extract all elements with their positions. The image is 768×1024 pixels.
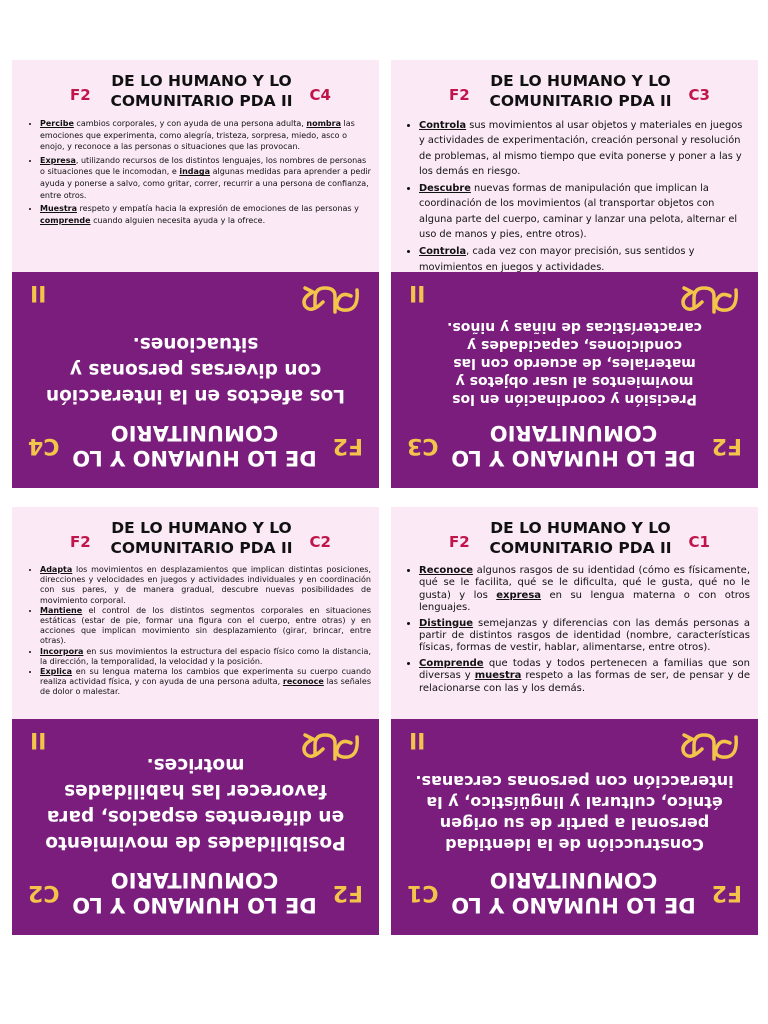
card-title: DE LO HUMANO Y LO COMUNITARIO PDA II [489, 72, 672, 110]
content-code: C2 [28, 880, 60, 905]
content-description: Posibilidades de movimiento en diferentes espacios, para favorecer las habilidades motrices. [45, 754, 346, 853]
card-back [12, 272, 379, 488]
card-c4 [12, 60, 379, 488]
card-back [391, 719, 758, 935]
card-back [391, 272, 758, 488]
level-label: II [30, 280, 47, 305]
card-c3 [391, 60, 758, 488]
level-label: II [409, 727, 426, 752]
card-back-title: DE LO HUMANO Y LO COMUNITARIO [72, 868, 317, 917]
fase-label: F2 [711, 880, 742, 905]
pda-item: • Controla sus movimientos al usar objetos y materiales en juegos y actividades de experimentación, creación personal y resolución de problemas, al mismo tiempo que evita ponerse y poner a las y los demás en riesgo. [419, 118, 750, 179]
content-description: Construcción de la identidad personal a partir de su origen étnico, cultural y lingüístico, y la interacción con personas cercanas. [415, 772, 734, 854]
card-c1 [391, 507, 758, 935]
content-code: C1 [407, 880, 439, 905]
fase-label: F2 [449, 533, 470, 551]
card-header [28, 60, 371, 118]
fase-label: F2 [711, 433, 742, 458]
pda-list [407, 565, 750, 695]
logo-icon [301, 282, 363, 318]
content-code: C4 [309, 86, 331, 104]
level-label: II [409, 280, 426, 305]
fase-label: F2 [332, 433, 363, 458]
card-back-title: DE LO HUMANO Y LO COMUNITARIO [72, 421, 317, 470]
card-title: DE LO HUMANO Y LO COMUNITARIO PDA II [110, 72, 293, 110]
pda-item: • Controla, cada vez con mayor precisión, sus sentidos y movimientos en juegos y actividades. [419, 244, 750, 272]
fase-label: F2 [332, 880, 363, 905]
logo-icon [301, 729, 363, 765]
pda-item: • Explica en su lengua materna los cambios que experimenta su cuerpo cuando realiza actividad física, y con ayuda de una persona adulta, reconoce las señales de dolor o malestar. [40, 667, 371, 698]
card-front [12, 507, 379, 719]
card-front [391, 60, 758, 272]
card-title: DE LO HUMANO Y LO COMUNITARIO PDA II [489, 519, 672, 557]
card-title: DE LO HUMANO Y LO COMUNITARIO PDA II [110, 519, 293, 557]
card-back-title: DE LO HUMANO Y LO COMUNITARIO [451, 421, 696, 470]
pda-item: • Reconoce algunos rasgos de su identidad (cómo es físicamente, qué se le facilita, qué se le dificulta, qué le gusta, qué no le gusta) y los expresa en su lengua materna o con otros lenguajes. [419, 565, 750, 615]
content-code: C4 [28, 433, 60, 458]
logo-icon [680, 729, 742, 765]
pda-item: • Adapta los movimientos en desplazamientos que implican distintas posiciones, direcciones y velocidades en juegos y actividades individuales y en coordinación con sus pares, y de manera gradual, descubre nuevas posibilidades de movimiento corporal. [40, 565, 371, 606]
fase-label: F2 [70, 533, 91, 551]
card-back [12, 719, 379, 935]
content-code: C2 [309, 533, 331, 551]
content-description: Los afectos en la interacción con diversas personas y situaciones. [45, 333, 346, 406]
pda-list [407, 118, 750, 272]
card-front [391, 507, 758, 719]
card-header [407, 507, 750, 565]
fase-label: F2 [70, 86, 91, 104]
pda-item: • Descubre nuevas formas de manipulación que implican la coordinación de los movimientos (al transportar objetos con alguna parte del cuerpo, caminar y lanzar una pelota, alternar el uso de manos y pies, entre otros). [419, 181, 750, 242]
card-c2 [12, 507, 379, 935]
fase-label: F2 [449, 86, 470, 104]
pda-list [28, 565, 371, 698]
level-label: II [30, 727, 47, 752]
pda-item: • Mantiene el control de los distintos segmentos corporales en situaciones estáticas (estar de pie, formar una figura con el cuerpo, entre otras) y en acciones que implican movimiento sin desplazamiento (girar, brincar, entre otras). [40, 606, 371, 647]
pda-item: • Distingue semejanzas y diferencias con las demás personas a partir de distintos rasgos de identidad (nombre, características físicas, formas de vestir, hablar, alimentarse, entre otros). [419, 618, 750, 655]
logo-icon [680, 282, 742, 318]
pda-item: • Incorpora en sus movimientos la estructura del espacio físico como la distancia, la dirección, la temporalidad, la velocidad y la posición. [40, 647, 371, 667]
content-description: Precisión y coordinación en los movimientos al usar objetos y materiales, de acuerdo con las condiciones, capacidades y características de niñas y niños. [447, 319, 702, 407]
pda-list [28, 118, 371, 226]
content-code: C3 [407, 433, 439, 458]
pda-item: • Percibe cambios corporales, y con ayuda de una persona adulta, nombra las emociones que experimenta, como alegría, tristeza, sorpresa, miedo, asco o enojo, y reconoce a las personas o situaciones que las provocan. [40, 118, 371, 153]
card-front [12, 60, 379, 272]
card-back-title: DE LO HUMANO Y LO COMUNITARIO [451, 868, 696, 917]
pda-item: • Comprende que todas y todos pertenecen a familias que son diversas y muestra respeto a las formas de ser, de pensar y de relacionarse con las y los demás. [419, 658, 750, 695]
card-header [407, 60, 750, 118]
content-code: C1 [688, 533, 710, 551]
pda-item: • Expresa, utilizando recursos de los distintos lenguajes, los nombres de personas o situaciones que le incomodan, e indaga algunas medidas para aprender a pedir ayuda y ponerse a salvo, como gritar, correr, recurrir a una persona de confianza, entre otros. [40, 155, 371, 201]
card-header [28, 507, 371, 565]
pda-item: • Muestra respeto y empatía hacia la expresión de emociones de las personas y comprende cuando alguien necesita ayuda y la ofrece. [40, 203, 371, 226]
content-code: C3 [688, 86, 710, 104]
